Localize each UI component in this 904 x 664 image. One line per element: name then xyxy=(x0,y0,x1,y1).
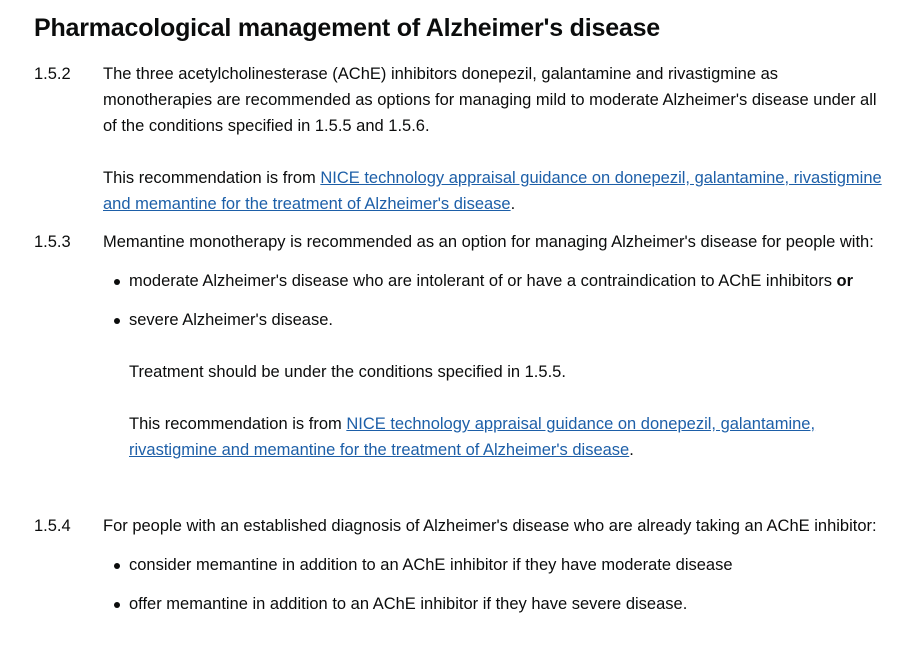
nice-ta-guidance-link[interactable]: NICE technology appraisal guidance on donepezil, galantamine, rivastigmine and memantine for the treatment of Alzheimer's disease xyxy=(129,415,816,459)
recommendation-number: 1.5.2 xyxy=(34,65,71,83)
recommendation-text: Memantine monotherapy is recommended as an option for managing Alzheimer's disease for people with: xyxy=(103,233,874,251)
source-suffix: . xyxy=(629,441,634,459)
list-item-text: offer memantine in addition to an AChE inhibitor if they have severe disease. xyxy=(129,595,688,613)
list-item xyxy=(103,591,884,617)
recommendation-source xyxy=(129,411,884,463)
recommendation-body xyxy=(103,61,884,217)
recommendation-1-5-3 xyxy=(34,229,884,463)
recommendation-1-5-4 xyxy=(34,513,884,617)
section-heading: Pharmacological management of Alzheimer's disease xyxy=(34,14,661,42)
recommendation-text: For people with an established diagnosis of Alzheimer's disease who are already taking an AChE inhibitor: xyxy=(103,517,877,535)
nice-ta-guidance-link[interactable]: NICE technology appraisal guidance on donepezil, galantamine, rivastigmine and memantine for the treatment of Alzheimer's disease xyxy=(103,169,882,213)
recommendation-source xyxy=(103,165,884,217)
recommendation-number: 1.5.4 xyxy=(34,517,71,535)
bullet-list xyxy=(103,552,884,617)
list-item-text: moderate Alzheimer's disease who are intolerant of or have a contraindication to AChE inhibitors xyxy=(129,272,837,290)
recommendation-number: 1.5.3 xyxy=(34,233,71,251)
list-item-text: severe Alzheimer's disease. xyxy=(129,311,333,329)
recommendation-1-5-2 xyxy=(34,61,884,217)
recommendation-body xyxy=(103,513,884,617)
bullet-icon xyxy=(114,563,120,569)
recommendation-text: The three acetylcholinesterase (AChE) inhibitors donepezil, galantamine and rivastigmine as monotherapies are recommended as options for managing mild to moderate Alzheimer's disease under all of the conditions specified in 1.5.5 and 1.5.6. xyxy=(103,65,877,135)
recommendation-body xyxy=(103,229,884,463)
list-item xyxy=(103,307,884,333)
list-item-text: consider memantine in addition to an AChE inhibitor if they have moderate disease xyxy=(129,556,733,574)
source-prefix: This recommendation is from xyxy=(103,169,321,187)
list-item-emphasis: or xyxy=(836,272,854,290)
list-item xyxy=(103,268,884,294)
source-suffix: . xyxy=(510,195,516,213)
bullet-list xyxy=(103,268,884,333)
bullet-icon xyxy=(114,602,120,608)
bullet-icon xyxy=(114,279,120,285)
recommendation-note: Treatment should be under the conditions specified in 1.5.5. xyxy=(129,363,566,381)
recommendation-notes xyxy=(129,359,884,463)
list-item xyxy=(103,552,884,578)
bullet-icon xyxy=(114,318,120,324)
source-prefix: This recommendation is from xyxy=(129,415,347,433)
